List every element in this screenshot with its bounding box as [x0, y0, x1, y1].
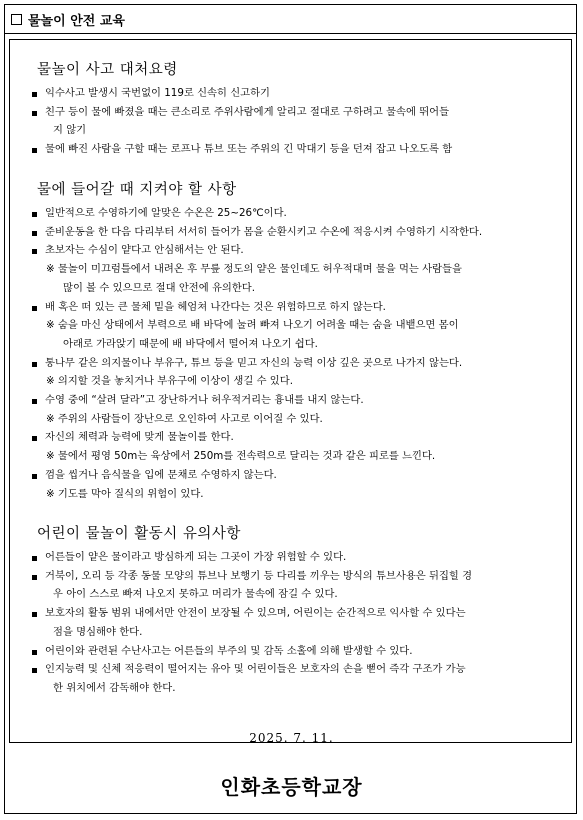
note-text: ※ 숨을 마신 상태에서 부력으로 배 바닥에 눌려 빠져 나오기 어려울 때는 숨을 내뱉으면 몸이 [46, 319, 459, 332]
bullet-icon [32, 249, 37, 254]
list-item-text: 준비운동을 한 다음 다리부터 서서히 들어가 몸을 순환시키고 수온에 적응시켜 수영하기 시작한다. [45, 225, 483, 238]
list-item-text: 어린이와 관련된 수난사고는 어른들의 부주의 및 감독 소홀에 의해 발생할 수 있다. [45, 644, 413, 657]
list-item-text: 껌을 씹거나 음식물을 입에 문채로 수영하지 않는다. [45, 468, 277, 481]
note-text: ※ 의지할 것을 놓치거나 부유구에 이상이 생길 수 있다. [46, 375, 293, 388]
bullet-icon [32, 668, 37, 673]
section-title: 어린이 물놀이 활동시 유의사항 [37, 526, 241, 542]
list-item-text: 보호자의 활동 범위 내에서만 안전이 보장될 수 있으며, 어린이는 순간적으로 익사할 수 있다는 [45, 607, 466, 620]
list-item-text: 한 위치에서 감독해야 한다. [53, 681, 176, 694]
bullet-icon [32, 556, 37, 561]
note-text: ※ 기도를 막아 질식의 위험이 있다. [46, 487, 204, 500]
bullet-icon [32, 650, 37, 655]
bullet-icon [32, 212, 37, 217]
list-item-text: 물에 빠진 사람을 구할 때는 로프나 튜브 또는 주위의 긴 막대기 등을 던져 잡고 나오도록 함 [45, 143, 453, 156]
bullet-icon [32, 474, 37, 479]
note-text: 많이 볼 수 있으므로 절대 안전에 유의한다. [63, 281, 256, 294]
list-item-text: 초보자는 수심이 얕다고 안심해서는 안 된다. [45, 244, 244, 257]
note-text: ※ 주위의 사람들이 장난으로 오인하여 사고로 이어질 수 있다. [46, 412, 323, 425]
list-item-text: 일반적으로 수영하기에 알맞은 수온은 25~26℃이다. [45, 207, 287, 219]
bullet-icon [32, 231, 37, 236]
section-title: 물에 들어갈 때 지켜야 할 사항 [37, 182, 237, 198]
bullet-icon [32, 399, 37, 404]
list-item-text: 친구 등이 물에 빠졌을 때는 큰소리로 주위사람에게 알리고 절대로 구하려고 물속에 뛰어들 [45, 105, 450, 118]
bullet-icon [32, 362, 37, 367]
notice-frame [4, 4, 577, 814]
note-text: ※ 물놀이 미끄럼틀에서 내려온 후 무릎 정도의 얕은 물인데도 허우적대며 물을 먹는 사람들을 [46, 263, 462, 276]
list-item-text: 어른들이 얕은 물이라고 방심하게 되는 그곳이 가장 위험할 수 있다. [45, 551, 347, 563]
list-item-text: 점을 명심해야 한다. [53, 625, 143, 638]
list-item-text: 수영 중에 “살려 달라”고 장난하거나 허우적거리는 흉내를 내지 않는다. [45, 394, 364, 406]
checkbox-icon [11, 14, 22, 25]
list-item-text: 지 않기 [53, 124, 87, 137]
bullet-icon [32, 436, 37, 441]
list-item-text: 통나무 같은 의지물이나 부유구, 튜브 등을 믿고 자신의 능력 이상 깊은 곳으로 나가지 않는다. [45, 356, 463, 369]
content-box [9, 39, 572, 743]
list-item-text: 배 혹은 떠 있는 큰 물체 밑을 헤엄쳐 나간다는 것은 위험하므로 하지 않는다. [45, 300, 386, 313]
list-item-text: 인지능력 및 신체 적응력이 떨어지는 유아 및 어린이들은 보호자의 손을 뻗어 즉각 구조가 가능 [45, 663, 466, 676]
bullet-icon [32, 92, 37, 97]
list-item-text: 거북이, 오리 등 각종 동물 모양의 튜브나 보행기 등 다리를 끼우는 방식의 튜브사용은 뒤집힐 경 [45, 569, 473, 582]
bullet-icon [32, 306, 37, 311]
note-text: 아래로 가라앉기 때문에 배 바닥에서 떨어져 나오기 쉽다. [63, 337, 318, 350]
bullet-icon [32, 148, 37, 153]
notice-date: 2025. 7. 11. [249, 731, 334, 745]
signature: 인화초등학교장 [220, 775, 363, 799]
header-bar [5, 5, 576, 34]
header-title: 물놀이 안전 교육 [28, 13, 125, 29]
list-item-text: 익수사고 발생시 국번없이 119로 신속히 신고하기 [45, 87, 271, 99]
bullet-icon [32, 111, 37, 116]
bullet-icon [32, 612, 37, 617]
section-title: 물놀이 사고 대처요령 [37, 62, 178, 78]
list-item-text: 우 아이 스스로 빠져 나오지 못하고 머리가 물속에 잠길 수 있다. [53, 588, 338, 601]
list-item-text: 자신의 체력과 능력에 맞게 물놀이를 한다. [45, 431, 234, 444]
bullet-icon [32, 575, 37, 580]
note-text: ※ 물에서 평영 50m는 육상에서 250m를 전속력으로 달리는 것과 같은 피로를 느낀다. [46, 450, 436, 463]
